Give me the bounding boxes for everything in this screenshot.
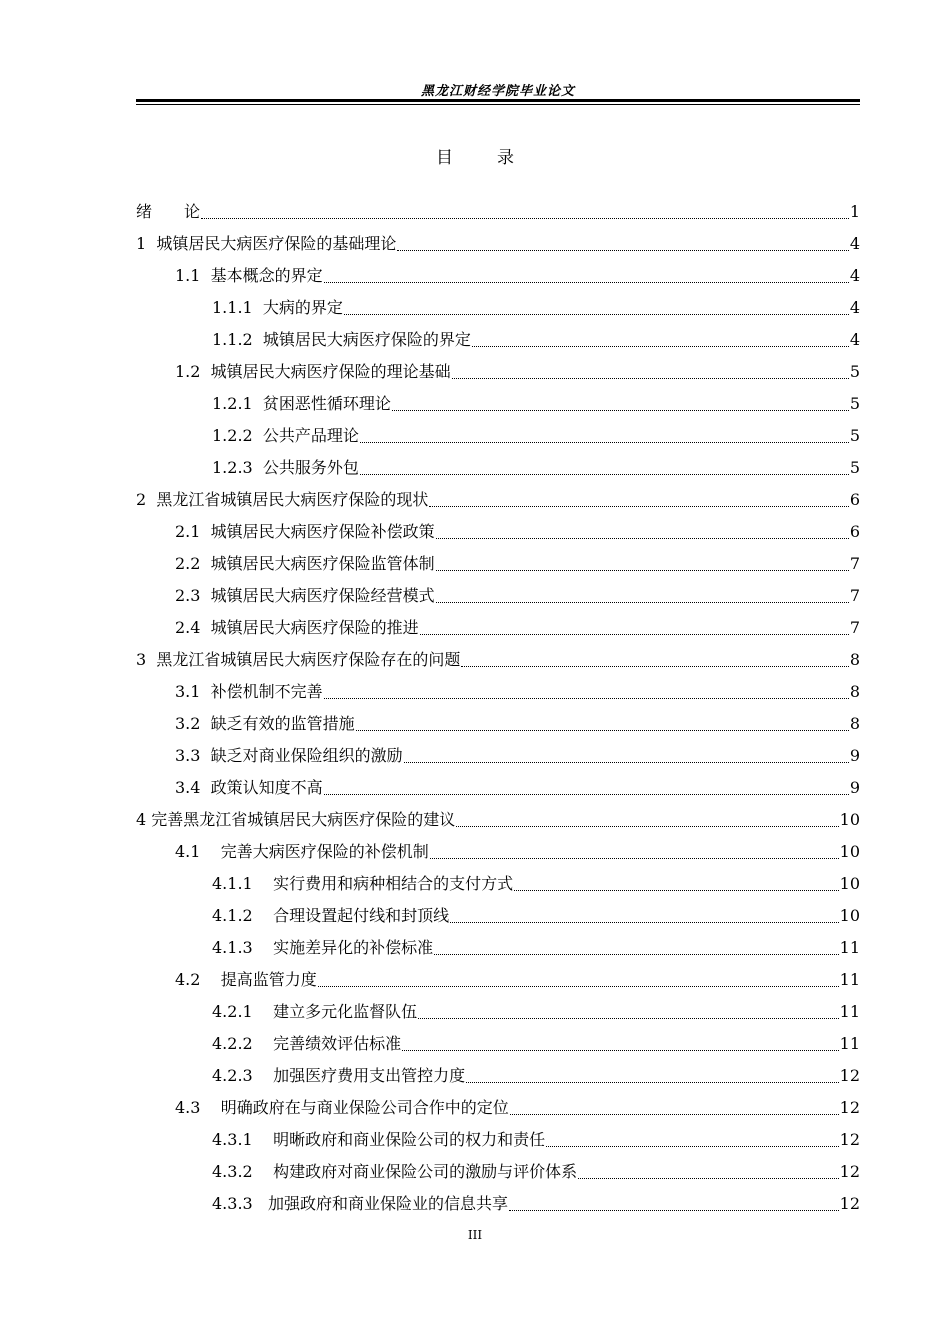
toc-entry-page: 11	[839, 970, 860, 989]
toc-entry-title: 缺乏对商业保险组织的激励	[210, 746, 403, 765]
toc-dot-leader	[436, 535, 849, 539]
toc-dot-leader	[201, 215, 849, 219]
toc-entry-title: 实行费用和病种相结合的支付方式	[273, 874, 514, 893]
toc-dot-leader	[392, 407, 849, 411]
toc-entry-title: 公共服务外包	[262, 458, 359, 477]
toc-entry[interactable]	[136, 703, 860, 735]
toc-entry-number: 2.2	[175, 554, 211, 573]
toc-entry-title: 基本概念的界定	[210, 266, 323, 285]
toc-entry-page: 8	[849, 714, 860, 733]
toc-entry-page: 5	[849, 362, 860, 381]
toc-dot-leader	[397, 247, 848, 251]
toc-entry[interactable]	[136, 1151, 860, 1183]
toc-entry-title: 黑龙江省城镇居民大病医疗保险存在的问题	[156, 650, 461, 669]
toc-entry-page: 6	[849, 490, 860, 509]
toc-dot-leader	[436, 599, 849, 603]
toc-entry-page: 10	[839, 874, 860, 893]
toc-entry-page: 4	[849, 234, 860, 253]
toc-dot-leader	[344, 311, 849, 315]
toc-heading-char-1: 目	[436, 148, 453, 168]
toc-entry[interactable]	[136, 639, 860, 671]
toc-heading-char-2: 录	[497, 148, 514, 168]
toc-entry-title: 明确政府在与商业保险公司合作中的定位	[220, 1098, 509, 1117]
toc-entry-number: 4.3.1	[212, 1130, 274, 1149]
toc-entry[interactable]	[136, 1119, 860, 1151]
toc-entry-title: 实施差异化的补偿标准	[273, 938, 434, 957]
toc-entry-number: 4.1.2	[212, 906, 274, 925]
toc-entry-page: 11	[839, 938, 860, 957]
toc-entry-number: 1.1.1	[212, 298, 263, 317]
toc-entry-page: 12	[839, 1162, 860, 1181]
toc-entry[interactable]	[136, 543, 860, 575]
toc-entry-page: 8	[849, 650, 860, 669]
toc-dot-leader	[578, 1175, 839, 1179]
toc-entry-page: 6	[849, 522, 860, 541]
toc-entry[interactable]	[136, 927, 860, 959]
toc-entry-page: 10	[839, 810, 860, 829]
toc-dot-leader	[402, 1047, 839, 1051]
toc-entry-title: 黑龙江省城镇居民大病医疗保险的现状	[156, 490, 429, 509]
toc-entry[interactable]	[136, 287, 860, 319]
toc-entry-number: 1	[136, 234, 157, 253]
toc-entry-page: 5	[849, 426, 860, 445]
toc-entry-page: 11	[839, 1034, 860, 1053]
toc-entry[interactable]	[136, 255, 860, 287]
toc-entry-number: 1.2	[175, 362, 211, 381]
toc-entry[interactable]	[136, 1183, 860, 1215]
toc-entry-page: 10	[839, 842, 860, 861]
toc-entry[interactable]	[136, 959, 860, 991]
toc-entry-page: 1	[849, 202, 860, 221]
toc-dot-leader	[450, 919, 839, 923]
toc-entry[interactable]	[136, 479, 860, 511]
toc-dot-leader	[472, 343, 849, 347]
toc-entry-number: 4.2	[175, 970, 221, 989]
toc-entry-title: 贫困恶性循环理论	[262, 394, 391, 413]
toc-entry-title: 论	[184, 202, 201, 221]
toc-dot-leader	[356, 727, 849, 731]
toc-dot-leader	[420, 631, 849, 635]
toc-dot-leader	[418, 1015, 839, 1019]
toc-entry-title: 政策认知度不高	[210, 778, 323, 797]
toc-entry-title: 提高监管力度	[220, 970, 317, 989]
toc-entry-title: 城镇居民大病医疗保险补偿政策	[210, 522, 435, 541]
toc-entry-number: 3	[136, 650, 157, 669]
toc-entry-page: 5	[849, 394, 860, 413]
toc-entry-number: 3.2	[175, 714, 211, 733]
toc-dot-leader	[456, 823, 838, 827]
toc-entry[interactable]	[136, 191, 860, 223]
toc-entry[interactable]	[136, 511, 860, 543]
footer-page-number: III	[467, 1228, 483, 1242]
toc-dot-leader	[510, 1111, 839, 1115]
toc-dot-leader	[434, 951, 839, 955]
toc-entry-title: 完善黑龙江省城镇居民大病医疗保险的建议	[151, 810, 456, 829]
toc-entry-page: 10	[839, 906, 860, 925]
toc-entry-title: 补偿机制不完善	[210, 682, 323, 701]
toc-entry[interactable]	[136, 575, 860, 607]
toc-entry-title: 城镇居民大病医疗保险的基础理论	[156, 234, 397, 253]
toc-entry-title: 完善绩效评估标准	[273, 1034, 402, 1053]
toc-entry[interactable]	[136, 1087, 860, 1119]
toc-entry-number: 3.4	[175, 778, 211, 797]
toc-dot-leader	[360, 471, 849, 475]
toc-entry-page: 4	[849, 330, 860, 349]
toc-entry-number: 3.3	[175, 746, 211, 765]
toc-entry-number: 2.4	[175, 618, 211, 637]
toc-entry[interactable]	[136, 1023, 860, 1055]
toc-entry-number: 1.2.2	[212, 426, 263, 445]
toc-entry-title: 加强政府和商业保险业的信息共享	[267, 1194, 508, 1213]
toc-entry[interactable]	[136, 351, 860, 383]
toc-entry-number: 2	[136, 490, 157, 509]
toc-dot-leader	[509, 1207, 839, 1211]
toc-entry[interactable]	[136, 799, 860, 831]
toc-entry-number: 1.1	[175, 266, 211, 285]
toc-entry-number: 4.3.3	[212, 1194, 268, 1213]
toc-dot-leader	[436, 567, 849, 571]
toc-entry-title: 公共产品理论	[262, 426, 359, 445]
toc-entry-number: 1.2.1	[212, 394, 263, 413]
toc-entry-page: 5	[849, 458, 860, 477]
toc-dot-leader	[318, 983, 839, 987]
toc-entry[interactable]	[136, 895, 860, 927]
toc-entry-title: 明晰政府和商业保险公司的权力和责任	[273, 1130, 546, 1149]
toc-entry-number: 1.1.2	[212, 330, 263, 349]
toc-entry-number: 4.3	[175, 1098, 221, 1117]
toc-entry-number: 4.2.2	[212, 1034, 274, 1053]
toc-entry-title: 大病的界定	[262, 298, 343, 317]
toc-entry[interactable]	[136, 383, 860, 415]
toc-entry[interactable]	[136, 415, 860, 447]
toc-entry-number: 2.1	[175, 522, 211, 541]
toc-entry[interactable]	[136, 735, 860, 767]
toc-entry-number: 4.2.3	[212, 1066, 274, 1085]
toc-entry[interactable]	[136, 223, 860, 255]
toc-entry-page: 12	[839, 1098, 860, 1117]
toc-dot-leader	[452, 375, 849, 379]
toc-dot-leader	[461, 663, 848, 667]
toc-entry-title: 城镇居民大病医疗保险监管体制	[210, 554, 435, 573]
toc-dot-leader	[429, 503, 848, 507]
running-header-title: 黑龙江财经学院毕业论文	[420, 84, 575, 99]
toc-dot-leader	[324, 279, 849, 283]
toc-entry-number: 4.1.3	[212, 938, 274, 957]
toc-entry-page: 4	[849, 266, 860, 285]
toc-entry[interactable]	[136, 671, 860, 703]
toc-entry-page: 7	[849, 554, 860, 573]
toc-entry-number: 4.2.1	[212, 1002, 274, 1021]
toc-entry-number: 3.1	[175, 682, 211, 701]
toc-entry-title: 城镇居民大病医疗保险经营模式	[210, 586, 435, 605]
toc-entry[interactable]	[136, 319, 860, 351]
toc-entry-page: 8	[849, 682, 860, 701]
toc-entry[interactable]	[136, 607, 860, 639]
toc-entry[interactable]	[136, 1055, 860, 1087]
toc-entry-title: 城镇居民大病医疗保险的理论基础	[210, 362, 451, 381]
toc-entry-page: 9	[849, 778, 860, 797]
toc-dot-leader	[324, 791, 849, 795]
toc-entry[interactable]	[136, 991, 860, 1023]
toc-dot-leader	[324, 695, 849, 699]
toc-entry-title: 完善大病医疗保险的补偿机制	[220, 842, 429, 861]
toc-entry-page: 7	[849, 586, 860, 605]
toc-entry-page: 12	[839, 1066, 860, 1085]
toc-entry-title: 城镇居民大病医疗保险的界定	[262, 330, 471, 349]
toc-list	[136, 191, 860, 1215]
header-rule-thick	[136, 99, 860, 102]
toc-entry-title: 构建政府对商业保险公司的激励与评价体系	[273, 1162, 578, 1181]
toc-entry-title: 缺乏有效的监管措施	[210, 714, 355, 733]
toc-entry-page: 11	[839, 1002, 860, 1021]
toc-dot-leader	[466, 1079, 839, 1083]
toc-heading	[0, 143, 950, 168]
toc-entry[interactable]	[136, 767, 860, 799]
toc-dot-leader	[404, 759, 849, 763]
toc-dot-leader	[546, 1143, 839, 1147]
toc-entry[interactable]	[136, 447, 860, 479]
toc-entry-number: 绪	[136, 202, 185, 221]
toc-entry-page: 9	[849, 746, 860, 765]
toc-entry-title: 城镇居民大病医疗保险的推进	[210, 618, 419, 637]
toc-entry-title: 合理设置起付线和封顶线	[273, 906, 450, 925]
toc-entry-page: 12	[839, 1194, 860, 1213]
header-rule-thin	[136, 104, 860, 105]
toc-dot-leader	[514, 887, 839, 891]
toc-entry-number: 2.3	[175, 586, 211, 605]
toc-entry[interactable]	[136, 863, 860, 895]
toc-entry-number: 4.1	[175, 842, 221, 861]
toc-dot-leader	[430, 855, 839, 859]
toc-entry-page: 4	[849, 298, 860, 317]
toc-entry-page: 12	[839, 1130, 860, 1149]
toc-entry-number: 4	[136, 810, 152, 829]
toc-entry-number: 4.3.2	[212, 1162, 274, 1181]
toc-entry-title: 加强医疗费用支出管控力度	[273, 1066, 466, 1085]
toc-entry-page: 7	[849, 618, 860, 637]
toc-entry[interactable]	[136, 831, 860, 863]
toc-entry-number: 1.2.3	[212, 458, 263, 477]
toc-entry-number: 4.1.1	[212, 874, 274, 893]
toc-dot-leader	[360, 439, 849, 443]
toc-entry-title: 建立多元化监督队伍	[273, 1002, 418, 1021]
